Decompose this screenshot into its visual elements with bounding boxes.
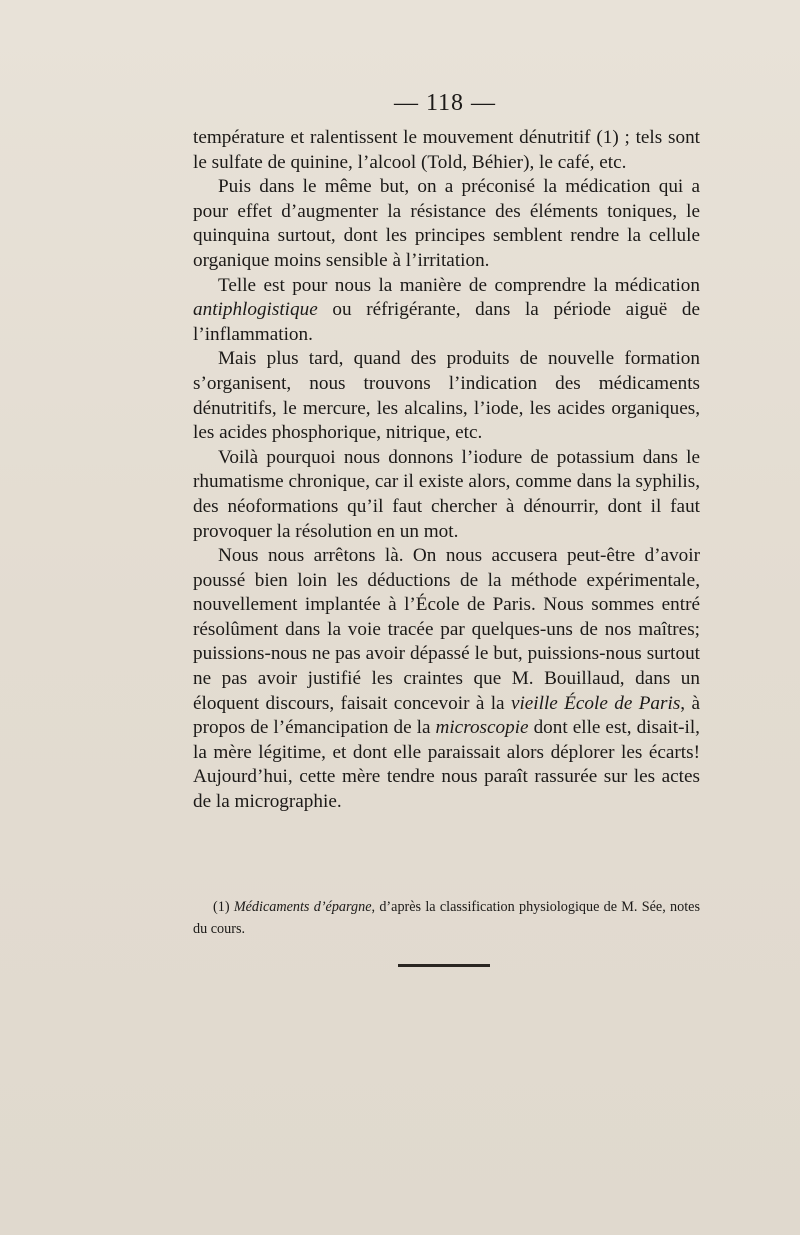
text-run: , à propos de l’émancipation de la <box>193 692 700 739</box>
text-run: Telle est pour nous la manière de comprendre la médication <box>218 274 700 296</box>
paragraph-antiphlogistique <box>193 274 700 348</box>
text-run: ou réfrigérante, dans la période aiguë de l’inflammation. <box>193 299 700 345</box>
italic-term-microscopie: microscopie <box>435 717 529 739</box>
paragraph-continued: température et ralentissent le mouvement dénutritif (1) ; tels sont le sulfate de quinine, l’alcool (Told, Béhier), le café, etc. <box>193 127 700 173</box>
footnote-marker: (1) <box>213 899 234 915</box>
footnote-text <box>193 896 700 940</box>
paragraph-denutritifs: Mais plus tard, quand des produits de nouvelle formation s’organisent, nous trouvons l’indication des médicaments dénutritifs, le mercure, les alcalins, l’iode, les acides organiques, les acides phosphorique, nitrique, etc. <box>193 348 700 444</box>
italic-term-ecole: vieille École de Paris <box>510 692 681 714</box>
paragraph-conclusion <box>193 544 700 815</box>
footnote-body: , d’après la classification physiologique de M. Sée, notes du cours. <box>193 899 700 937</box>
footnote-italic-term: Médicaments d’épargne <box>233 899 372 915</box>
text-run: Nous nous arrêtons là. On nous accusera peut-être d’avoir poussé bien loin les déductions de la méthode expérimentale, nouvellement implantée à l’École de Paris. Nous sommes entré résolûment dans la voie tracée par quelques-uns de nos maîtres; puissions-nous ne pas avoir dépassé le but, puissions-nous surtout ne pas avoir justifié les craintes que M. Bouillaud, dans un éloquent discours, faisait concevoir à la <box>193 545 700 714</box>
paragraph-iodure: Voilà pourquoi nous donnons l’iodure de potassium dans le rhumatisme chronique, car il existe alors, comme dans la syphilis, des néoformations qu’il faut chercher à dénourrir, dont il faut provoquer la résolution en un mot. <box>193 446 700 542</box>
main-text <box>193 126 700 815</box>
paragraph-quinquina: Puis dans le même but, on a préconisé la médication qui a pour effet d’augmenter la résistance des éléments toniques, le quinquina surtout, dont les principes semblent rendre la cellule organique moins sensible à l’irritation. <box>193 176 700 271</box>
footnote <box>193 896 700 940</box>
text-run: dont elle est, disait-il, la mère légitime, et dont elle paraissait alors déplorer les écarts! Aujourd’hui, cette mère tendre nous paraît rassurée sur les actes de la micrographie. <box>193 717 700 813</box>
end-rule <box>398 964 490 967</box>
italic-term-antiphlogistique: antiphlogistique <box>193 299 318 321</box>
page-number: — 118 — <box>393 90 497 116</box>
